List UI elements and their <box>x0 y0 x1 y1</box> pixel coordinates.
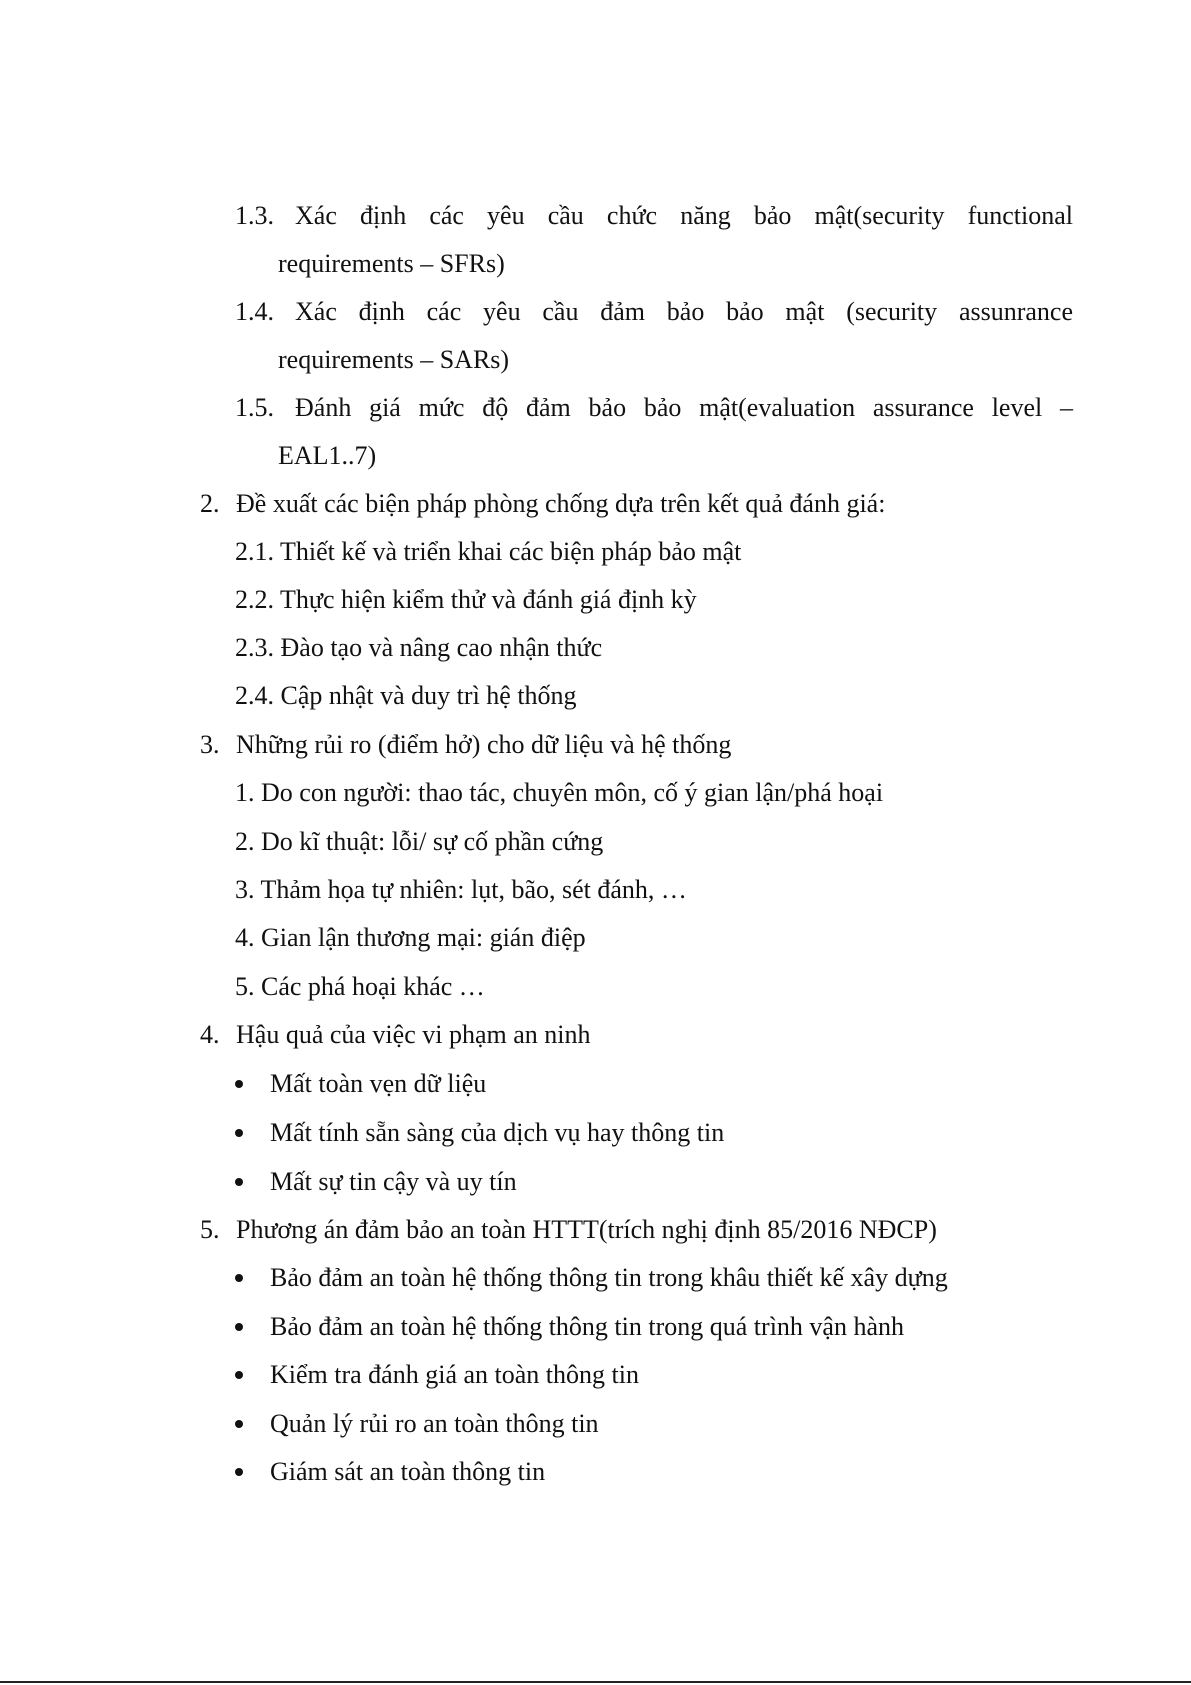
list-item: 3. Thảm họa tự nhiên: lụt, bão, sét đánh, … <box>235 875 687 904</box>
section-5-number: 5. <box>200 1215 220 1244</box>
item-1-4-line1: Xác định các yêu cầu đảm bảo bảo mật (security assunrance <box>295 297 1073 326</box>
list-item: Mất tính sẵn sàng của dịch vụ hay thông tin <box>270 1118 725 1147</box>
section-4-number: 4. <box>200 1020 220 1049</box>
list-item: 4. Gian lận thương mại: gián điệp <box>235 923 586 952</box>
section-3-heading: Những rủi ro (điểm hở) cho dữ liệu và hệ thống <box>236 730 732 759</box>
bullet-icon <box>235 1371 243 1379</box>
item-number-1-4: 1.4. <box>235 297 274 326</box>
list-item: 5. Các phá hoại khác … <box>235 972 485 1001</box>
list-item: 2. Do kĩ thuật: lỗi/ sự cố phần cứng <box>235 827 604 856</box>
list-item: 1. Do con người: thao tác, chuyên môn, cố ý gian lận/phá hoại <box>235 778 884 807</box>
item-1-3-line1: Xác định các yêu cầu chức năng bảo mật(security functional <box>295 201 1073 230</box>
item-1-5-line1: Đánh giá mức độ đảm bảo bảo mật(evaluation assurance level – <box>295 393 1073 422</box>
section-2-heading: Đề xuất các biện pháp phòng chống dựa trên kết quả đánh giá: <box>236 489 886 518</box>
list-item: 2.4. Cập nhật và duy trì hệ thống <box>235 681 577 710</box>
list-item: Mất sự tin cậy và uy tín <box>270 1167 517 1196</box>
list-item: 2.2. Thực hiện kiểm thử và đánh giá định kỳ <box>235 585 697 614</box>
section-2-number: 2. <box>200 489 220 518</box>
bullet-icon <box>235 1420 243 1428</box>
item-1-4-line2: requirements – SARs) <box>278 345 510 374</box>
section-3-number: 3. <box>200 730 220 759</box>
list-item: Mất toàn vẹn dữ liệu <box>270 1069 487 1098</box>
section-4-heading: Hậu quả của việc vi phạm an ninh <box>236 1020 591 1049</box>
list-item: Giám sát an toàn thông tin <box>270 1457 546 1486</box>
item-1-3-line2: requirements – SFRs) <box>278 249 505 278</box>
list-item: Bảo đảm an toàn hệ thống thông tin trong quá trình vận hành <box>270 1312 904 1341</box>
item-number-1-5: 1.5. <box>235 393 274 422</box>
item-1-5-line2: EAL1..7) <box>278 441 377 470</box>
bullet-icon <box>235 1468 243 1476</box>
list-item: Bảo đảm an toàn hệ thống thông tin trong khâu thiết kế xây dựng <box>270 1263 948 1292</box>
section-5-heading: Phương án đảm bảo an toàn HTTT(trích nghị định 85/2016 NĐCP) <box>236 1215 937 1244</box>
page-bottom-rule <box>0 1681 1191 1683</box>
bullet-icon <box>235 1129 243 1137</box>
list-item: 2.1. Thiết kế và triển khai các biện pháp bảo mật <box>235 537 742 566</box>
bullet-icon <box>235 1080 243 1088</box>
list-item: Kiểm tra đánh giá an toàn thông tin <box>270 1360 639 1389</box>
list-item: 2.3. Đào tạo và nâng cao nhận thức <box>235 633 603 662</box>
bullet-icon <box>235 1323 243 1331</box>
bullet-icon <box>235 1274 243 1282</box>
bullet-icon <box>235 1178 243 1186</box>
item-number-1-3: 1.3. <box>235 201 274 230</box>
list-item: Quản lý rủi ro an toàn thông tin <box>270 1409 599 1438</box>
